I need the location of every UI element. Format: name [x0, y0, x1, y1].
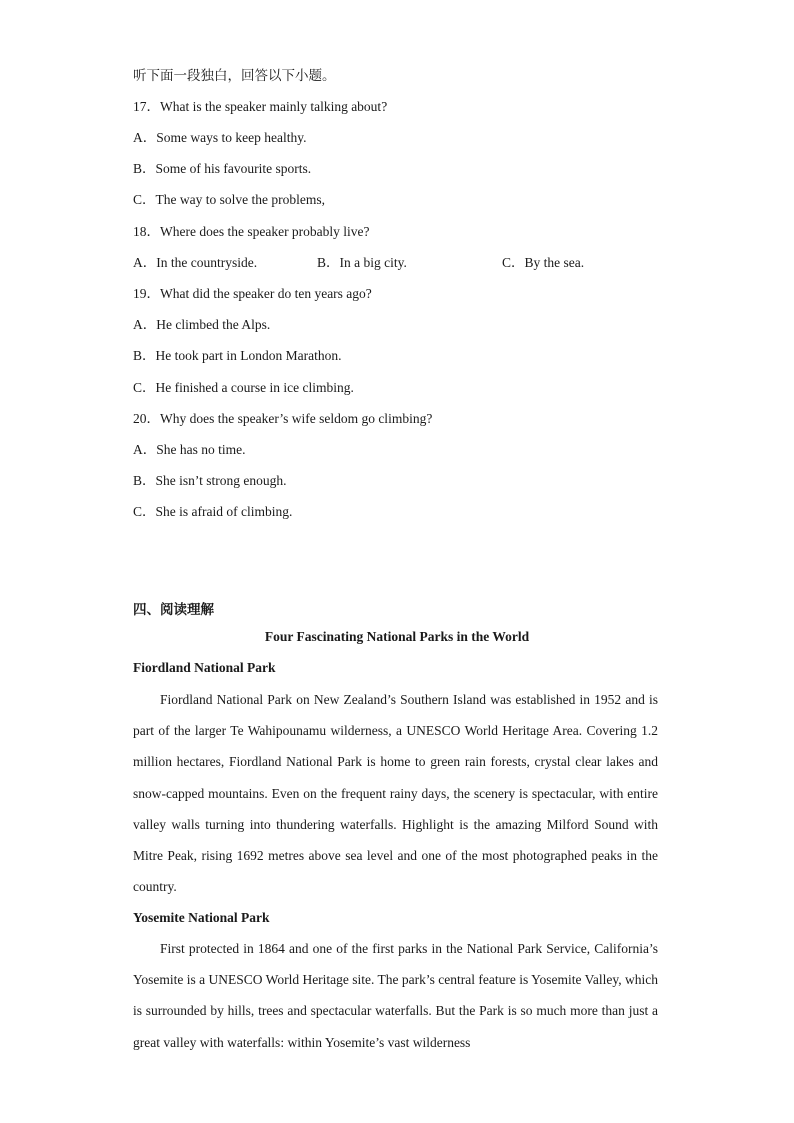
q17-option-a: A．Some ways to keep healthy. [133, 130, 307, 145]
q19-option-a: A．He climbed the Alps. [133, 317, 271, 332]
park1-paragraph [133, 684, 658, 902]
question-19: 19．What did the speaker do ten years ago? [133, 286, 372, 301]
listening-instruction: 听下面一段独白，回答以下小题。 [133, 68, 336, 83]
question-17: 17．What is the speaker mainly talking about? [133, 99, 388, 114]
q18-option-a: A．In the countryside. [133, 255, 258, 270]
passage-title: Four Fascinating National Parks in the World [264, 629, 530, 644]
park1-heading: Fiordland National Park [133, 660, 276, 675]
q18-option-c: C．By the sea. [502, 255, 585, 270]
park2-heading: Yosemite National Park [133, 910, 270, 925]
q17-option-c: C．The way to solve the problems, [133, 192, 325, 207]
q19-option-b: B．He took part in London Marathon. [133, 348, 342, 363]
park2-paragraph [133, 933, 658, 1058]
q19-option-c: C．He finished a course in ice climbing. [133, 380, 354, 395]
q18-options-row [133, 253, 693, 273]
question-18: 18．Where does the speaker probably live? [133, 224, 370, 239]
q20-option-c: C．She is afraid of climbing. [133, 504, 293, 519]
park1-text: Fiordland National Park on New Zealand’s Southern Island was established in 1952 and is part of the larger Te Wahipounamu wilderness, a UNESCO World Heritage Area. Covering 1.2 million hectares, Fiordland National Park is home to green rain forests, crystal clear lakes and snow-capped mountains. Even on the frequent rainy days, the scenery is spectacular, with entire valley walls turning into thundering waterfalls. Highlight is the amazing Milford Sound with Mitre Peak, rising 1692 metres above sea level and one of the most photographed peaks in the country. [133, 692, 658, 895]
q20-option-b: B．She isn’t strong enough. [133, 473, 287, 488]
q18-option-b: B．In a big city. [317, 255, 407, 270]
q20-option-a: A．She has no time. [133, 442, 246, 457]
q17-option-b: B．Some of his favourite sports. [133, 161, 312, 176]
park2-text: First protected in 1864 and one of the first parks in the National Park Service, California’s Yosemite is a UNESCO World Heritage site. The park’s central feature is Yosemite Valley, which is surrounded by hills, trees and spectacular waterfalls. But the Park is so much more than just a great valley with waterfalls: within Yosemite’s vast wilderness [133, 941, 658, 1050]
section-heading: 四、阅读理解 [133, 602, 214, 617]
question-20: 20．Why does the speaker’s wife seldom go climbing? [133, 411, 433, 426]
